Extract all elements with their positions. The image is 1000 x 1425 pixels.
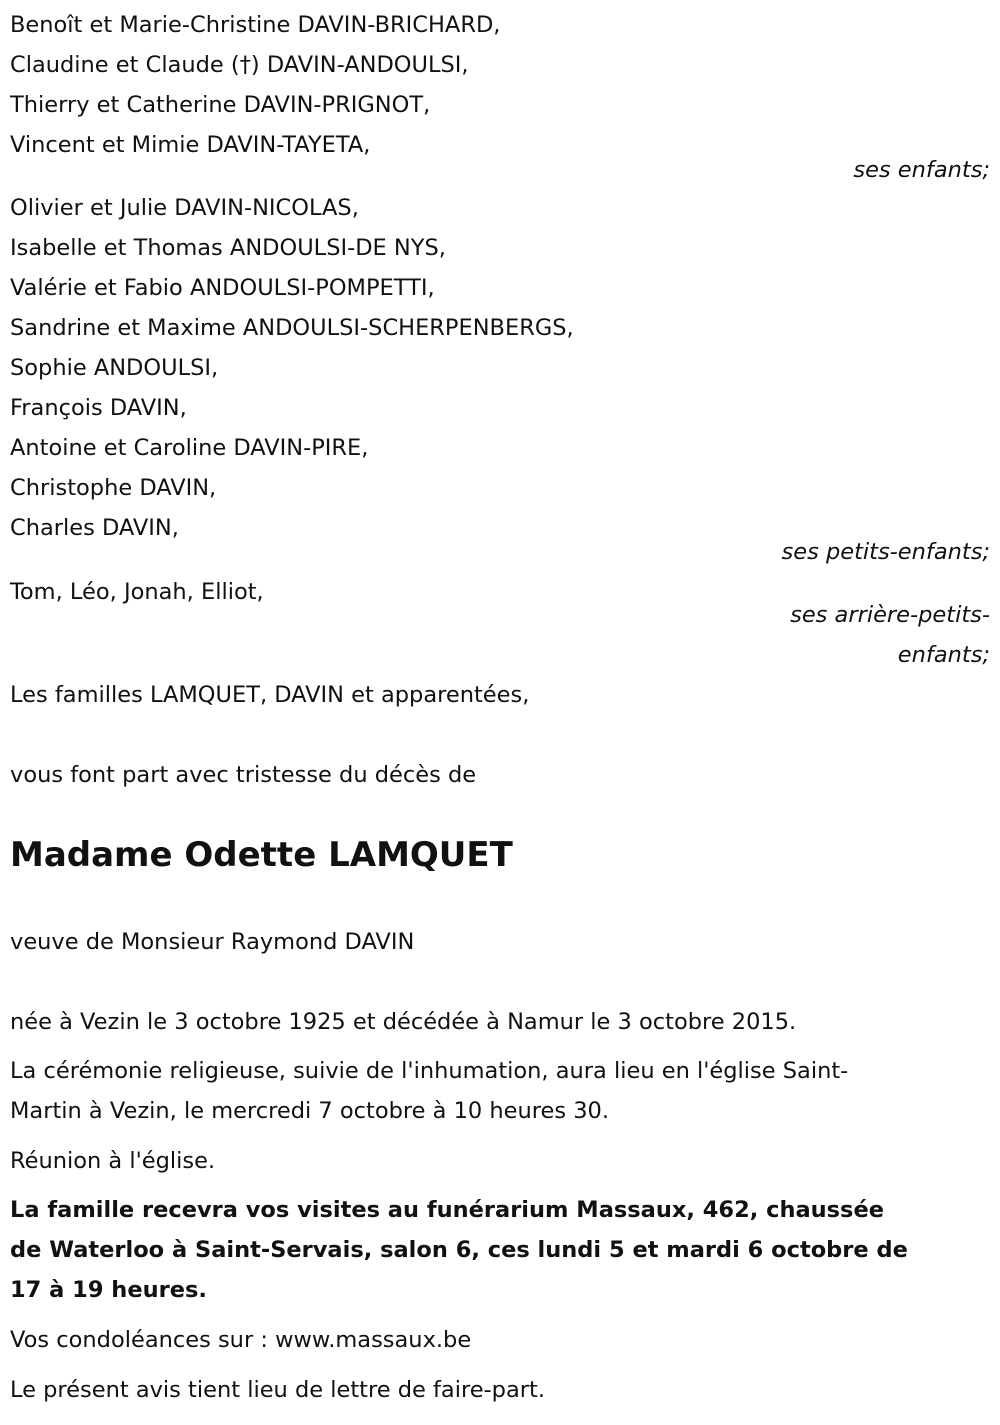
grandchild-line: Antoine et Caroline DAVIN-PIRE, [10, 435, 369, 461]
great-grandchildren-label: ses arrière-petits- [790, 602, 990, 628]
grandchild-line: François DAVIN, [10, 395, 187, 421]
deceased-name: Madame Odette LAMQUET [10, 835, 513, 875]
announcement-line: vous font part avec tristesse du décès de [10, 762, 477, 788]
great-grandchild-line: Tom, Léo, Jonah, Elliot, [10, 579, 264, 605]
grandchild-line: Charles DAVIN, [10, 515, 179, 541]
notice-line: Le présent avis tient lieu de lettre de faire-part. [10, 1377, 545, 1403]
birth-death-line: née à Vezin le 3 octobre 1925 et décédée à Namur le 3 octobre 2015. [10, 1009, 797, 1035]
child-line: Claudine et Claude (†) DAVIN-ANDOULSI, [10, 52, 469, 78]
visits-line: 17 à 19 heures. [10, 1277, 207, 1303]
grandchildren-label: ses petits-enfants; [781, 539, 990, 565]
visits-line: de Waterloo à Saint-Servais, salon 6, ces lundi 5 et mardi 6 octobre de [10, 1237, 908, 1263]
condolences-line: Vos condoléances sur : www.massaux.be [10, 1327, 472, 1353]
families-line: Les familles LAMQUET, DAVIN et apparentées, [10, 682, 530, 708]
ceremony-line: Martin à Vezin, le mercredi 7 octobre à 10 heures 30. [10, 1098, 609, 1124]
grandchild-line: Isabelle et Thomas ANDOULSI-DE NYS, [10, 235, 446, 261]
child-line: Vincent et Mimie DAVIN-TAYETA, [10, 132, 371, 158]
visits-line: La famille recevra vos visites au funérarium Massaux, 462, chaussée [10, 1197, 884, 1223]
grandchild-line: Olivier et Julie DAVIN-NICOLAS, [10, 195, 359, 221]
widow-of-line: veuve de Monsieur Raymond DAVIN [10, 929, 415, 955]
grandchild-line: Sandrine et Maxime ANDOULSI-SCHERPENBERGS, [10, 315, 574, 341]
grandchild-line: Valérie et Fabio ANDOULSI-POMPETTI, [10, 275, 435, 301]
child-line: Benoît et Marie-Christine DAVIN-BRICHARD, [10, 12, 501, 38]
ceremony-line: La cérémonie religieuse, suivie de l'inhumation, aura lieu en l'église Saint- [10, 1058, 849, 1084]
children-label: ses enfants; [853, 157, 990, 183]
grandchild-line: Sophie ANDOULSI, [10, 355, 219, 381]
grandchild-line: Christophe DAVIN, [10, 475, 217, 501]
meeting-line: Réunion à l'église. [10, 1148, 216, 1174]
great-grandchildren-label: enfants; [897, 642, 990, 668]
child-line: Thierry et Catherine DAVIN-PRIGNOT, [10, 92, 431, 118]
